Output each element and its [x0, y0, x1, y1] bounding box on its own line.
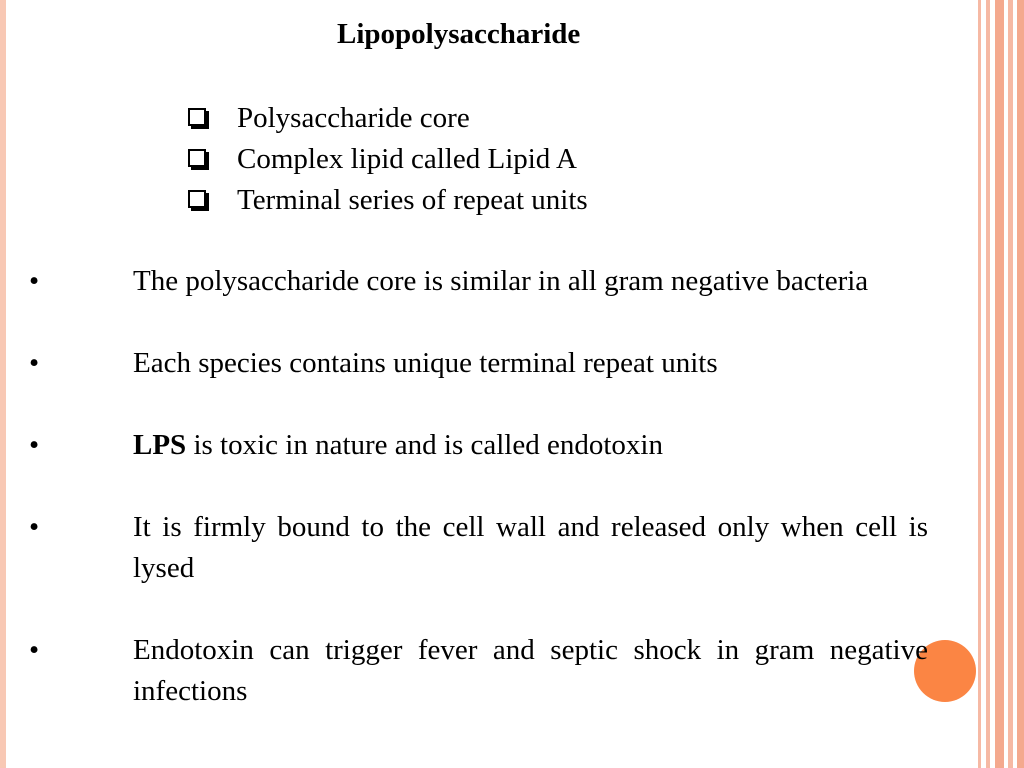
- bullet-item: [0, 507, 1024, 589]
- bullet-body: The polysaccharide core is similar in all gram negative bacteria: [133, 265, 869, 297]
- bullet-text: [133, 261, 928, 302]
- component-label: Complex lipid called Lipid A: [237, 143, 577, 175]
- checkbox-icon: [188, 190, 206, 208]
- bullet-item: [0, 630, 1024, 712]
- component-item: [186, 98, 588, 139]
- checkbox-icon: [188, 149, 206, 167]
- bullet-bold-term: LPS: [133, 429, 187, 461]
- slide-title: Lipopolysaccharide: [337, 18, 581, 50]
- bullet-marker: •: [29, 265, 40, 297]
- component-label: Terminal series of repeat units: [237, 184, 588, 216]
- bullet-marker: •: [29, 347, 40, 379]
- bullet-body: It is firmly bound to the cell wall and released only when cell is lysed: [133, 511, 928, 584]
- component-item: [186, 139, 588, 180]
- component-label: Polysaccharide core: [237, 102, 470, 134]
- bullet-text: [133, 343, 928, 384]
- bullet-marker: •: [29, 634, 40, 666]
- bullet-text: [133, 507, 928, 589]
- component-list: [186, 98, 588, 221]
- bullet-text: [133, 425, 928, 466]
- bullet-body: Each species contains unique terminal repeat units: [133, 347, 718, 379]
- bullet-text: [133, 630, 928, 712]
- bullet-marker: •: [29, 511, 40, 543]
- bullet-marker: •: [29, 429, 40, 461]
- bullet-item: [0, 343, 1024, 384]
- bullet-item: [0, 425, 1024, 466]
- component-item: [186, 180, 588, 221]
- checkbox-icon: [188, 108, 206, 126]
- bullet-item: [0, 261, 1024, 302]
- bullet-body: Endotoxin can trigger fever and septic shock in gram negative infections: [133, 634, 928, 707]
- bullet-list: [0, 261, 1024, 753]
- bullet-body: is toxic in nature and is called endotoxin: [186, 429, 663, 461]
